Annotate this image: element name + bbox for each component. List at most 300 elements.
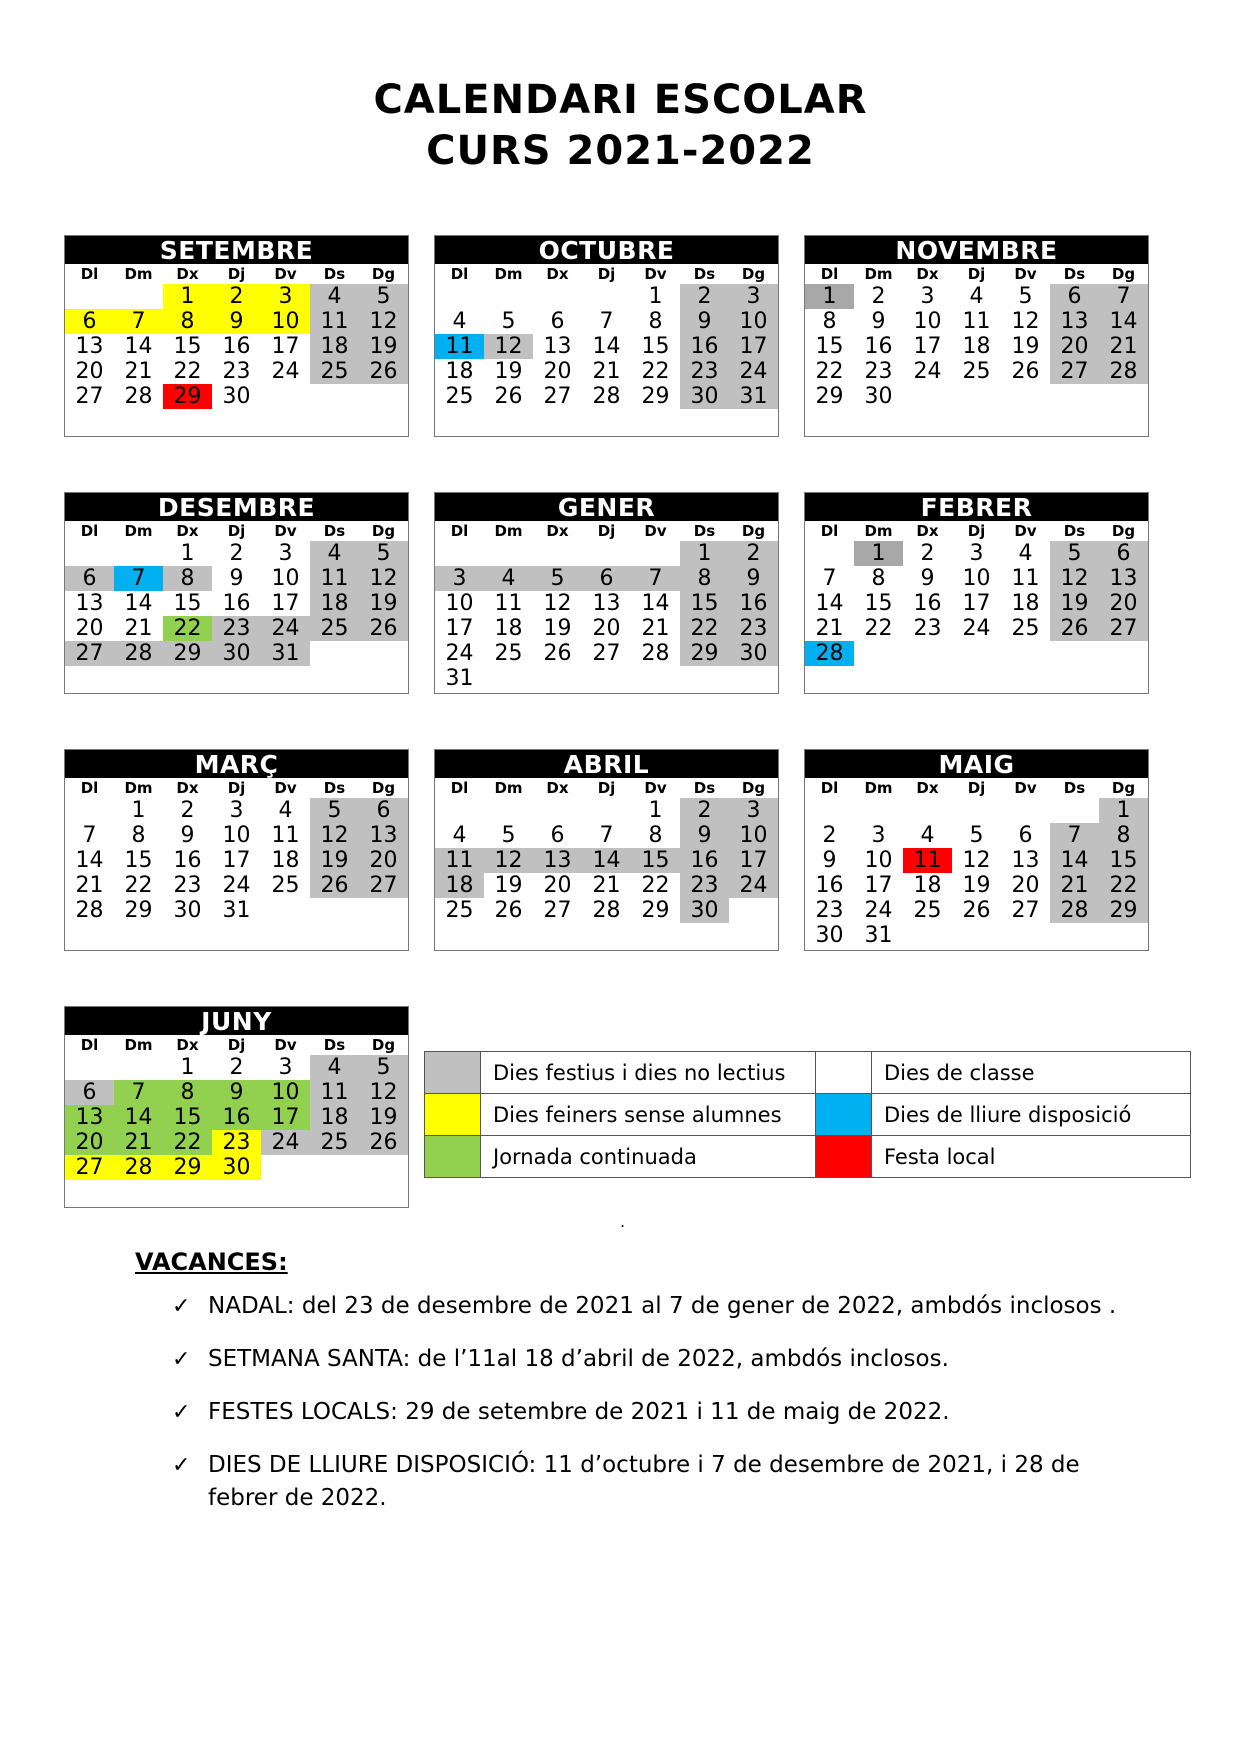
weekday-label: Dg (741, 522, 766, 540)
day-cell: 27 (1050, 359, 1099, 384)
day-cell: 8 (680, 566, 729, 591)
day-cell: 4 (310, 284, 359, 309)
day-cell: 27 (75, 384, 104, 409)
day-cell: 18 (913, 873, 942, 898)
day-cell: 20 (65, 1130, 114, 1155)
day-cell: 5 (501, 823, 516, 848)
empty-cell (805, 541, 854, 566)
weekday-label: Dm (864, 265, 893, 283)
day-cell: 27 (543, 898, 572, 923)
day-cell: 9 (822, 848, 837, 873)
day-cell: 29 (124, 898, 153, 923)
weekday-header (435, 521, 778, 541)
day-cell: 11 (435, 334, 484, 359)
day-cell: 20 (75, 616, 104, 641)
day-cell: 13 (75, 591, 104, 616)
empty-cell (952, 798, 1001, 823)
vacances-list (172, 1290, 1152, 1535)
day-cell: 6 (1018, 823, 1033, 848)
day-cell: 6 (582, 566, 631, 591)
day-cell: 3 (920, 284, 935, 309)
weekday-label: Dj (967, 779, 986, 797)
legend-swatch-blue (816, 1094, 872, 1136)
weekday-label: Dx (546, 522, 569, 540)
title-line-1: CALENDARI ESCOLAR (373, 77, 868, 123)
weekday-label: Dl (80, 265, 99, 283)
day-cell: 29 (815, 384, 844, 409)
legend-swatch-white (816, 1052, 872, 1094)
day-cell: 10 (913, 309, 942, 334)
day-cell: 24 (913, 359, 942, 384)
day-grid (805, 284, 1148, 409)
day-cell: 2 (729, 541, 778, 566)
vacances-item-text: NADAL: del 23 de desembre de 2021 al 7 de gener de 2022, ambdós inclosos . (208, 1293, 1117, 1319)
day-cell: 20 (543, 873, 572, 898)
day-cell: 7 (114, 1080, 163, 1105)
day-cell: 15 (173, 334, 202, 359)
weekday-label: Dl (450, 779, 469, 797)
empty-cell (484, 284, 533, 309)
empty-cell (533, 284, 582, 309)
day-cell: 2 (680, 284, 729, 309)
weekday-label: Dv (274, 779, 297, 797)
day-cell: 17 (962, 591, 991, 616)
weekday-label: Dg (371, 1036, 396, 1054)
day-cell: 6 (1050, 284, 1099, 309)
day-cell: 24 (271, 359, 300, 384)
day-cell: 4 (1018, 541, 1033, 566)
day-cell: 16 (173, 848, 202, 873)
weekday-label: Ds (1063, 265, 1086, 283)
day-cell: 23 (729, 616, 778, 641)
day-cell: 21 (124, 359, 153, 384)
day-cell: 28 (124, 384, 153, 409)
legend-label-feiners: Dies feiners sense alumnes (481, 1094, 816, 1136)
day-cell: 26 (962, 898, 991, 923)
day-cell: 25 (271, 873, 300, 898)
day-cell: 4 (920, 823, 935, 848)
weekday-label: Ds (693, 779, 716, 797)
day-cell: 3 (278, 1055, 293, 1080)
month-name: FEBRER (805, 493, 1148, 521)
day-cell: 4 (310, 1055, 359, 1080)
weekday-label: Ds (1063, 779, 1086, 797)
day-cell: 19 (359, 334, 408, 359)
day-cell: 19 (494, 873, 523, 898)
day-cell: 11 (903, 848, 952, 873)
legend-label-continuada: Jornada continuada (481, 1136, 816, 1178)
weekday-label: Dx (916, 779, 939, 797)
check-icon: ✓ (172, 1347, 191, 1372)
day-cell: 23 (212, 616, 261, 641)
day-cell: 11 (271, 823, 300, 848)
day-cell: 2 (822, 823, 837, 848)
day-cell: 7 (82, 823, 97, 848)
day-cell: 6 (65, 309, 114, 334)
calendar-gener (434, 492, 779, 694)
day-cell: 27 (65, 641, 114, 666)
weekday-label: Dl (820, 779, 839, 797)
month-name: NOVEMBRE (805, 236, 1148, 264)
day-cell: 9 (229, 566, 244, 591)
weekday-label: Dl (80, 779, 99, 797)
day-cell: 19 (359, 591, 408, 616)
day-cell: 1 (680, 541, 729, 566)
day-cell: 21 (124, 616, 153, 641)
weekday-label: Dg (1111, 265, 1136, 283)
empty-cell (435, 284, 484, 309)
month-name: DESEMBRE (65, 493, 408, 521)
empty-cell (114, 1055, 163, 1080)
day-cell: 18 (445, 359, 474, 384)
weekday-label: Dl (80, 1036, 99, 1054)
day-cell: 27 (543, 384, 572, 409)
day-cell: 24 (729, 873, 778, 898)
day-cell: 9 (680, 309, 729, 334)
day-cell: 9 (212, 1080, 261, 1105)
calendar-setembre (64, 235, 409, 437)
day-cell: 13 (592, 591, 621, 616)
day-grid (805, 798, 1148, 948)
day-cell: 25 (445, 384, 474, 409)
day-cell: 15 (815, 334, 844, 359)
weekday-label: Dg (371, 779, 396, 797)
day-cell: 30 (173, 898, 202, 923)
day-cell: 16 (680, 334, 729, 359)
weekday-label: Dv (644, 265, 667, 283)
weekday-label: Dg (371, 522, 396, 540)
day-cell: 23 (815, 898, 844, 923)
day-cell: 16 (222, 591, 251, 616)
day-cell: 13 (533, 848, 582, 873)
weekday-label: Dj (597, 265, 616, 283)
weekday-label: Dl (450, 522, 469, 540)
day-cell: 13 (359, 823, 408, 848)
day-cell: 8 (822, 309, 837, 334)
day-cell: 5 (969, 823, 984, 848)
month-name: MAIG (805, 750, 1148, 778)
vacances-item-text: FESTES LOCALS: 29 de setembre de 2021 i 11 de maig de 2022. (208, 1399, 950, 1425)
day-cell: 2 (680, 798, 729, 823)
day-cell: 13 (1011, 848, 1040, 873)
day-cell: 23 (864, 359, 893, 384)
calendar-marc (64, 749, 409, 951)
day-cell: 29 (163, 641, 212, 666)
day-cell: 10 (864, 848, 893, 873)
empty-cell (631, 541, 680, 566)
day-cell: 23 (680, 359, 729, 384)
day-cell: 15 (1099, 848, 1148, 873)
day-cell: 8 (648, 309, 663, 334)
day-cell: 7 (114, 309, 163, 334)
empty-cell (65, 541, 114, 566)
day-cell: 18 (310, 591, 359, 616)
day-cell: 24 (261, 616, 310, 641)
day-cell: 25 (1011, 616, 1040, 641)
day-cell: 23 (173, 873, 202, 898)
day-cell: 21 (592, 873, 621, 898)
calendar-abril (434, 749, 779, 951)
day-cell: 14 (1050, 848, 1099, 873)
day-cell: 25 (913, 898, 942, 923)
weekday-label: Dm (494, 265, 523, 283)
day-cell: 26 (359, 359, 408, 384)
day-cell: 1 (131, 798, 146, 823)
day-cell: 29 (1099, 898, 1148, 923)
day-cell: 5 (359, 284, 408, 309)
day-cell: 22 (163, 1130, 212, 1155)
day-cell: 5 (1050, 541, 1099, 566)
day-cell: 26 (1050, 616, 1099, 641)
day-cell: 1 (1099, 798, 1148, 823)
weekday-label: Dx (916, 522, 939, 540)
day-cell: 14 (124, 334, 153, 359)
check-icon: ✓ (172, 1294, 191, 1319)
day-cell: 9 (212, 309, 261, 334)
day-cell: 23 (680, 873, 729, 898)
day-cell: 29 (163, 384, 212, 409)
calendar-octubre (434, 235, 779, 437)
day-cell: 22 (864, 616, 893, 641)
day-cell: 11 (310, 309, 359, 334)
day-cell: 10 (729, 309, 778, 334)
day-grid (435, 284, 778, 409)
day-cell: 22 (163, 616, 212, 641)
day-cell: 31 (261, 641, 310, 666)
day-cell: 26 (1011, 359, 1040, 384)
weekday-label: Dx (916, 265, 939, 283)
calendar-febrer (804, 492, 1149, 694)
day-cell: 28 (641, 641, 670, 666)
weekday-header (805, 264, 1148, 284)
weekday-label: Dj (227, 1036, 246, 1054)
day-cell: 7 (1050, 823, 1099, 848)
empty-cell (854, 798, 903, 823)
day-cell: 19 (494, 359, 523, 384)
empty-cell (484, 541, 533, 566)
weekday-label: Dl (820, 522, 839, 540)
weekday-label: Dx (546, 779, 569, 797)
day-cell: 30 (864, 384, 893, 409)
weekday-header (435, 264, 778, 284)
day-cell: 22 (124, 873, 153, 898)
day-cell: 18 (1011, 591, 1040, 616)
legend-label-festius: Dies festius i dies no lectius (481, 1052, 816, 1094)
day-cell: 3 (261, 284, 310, 309)
day-cell: 22 (1099, 873, 1148, 898)
empty-cell (805, 798, 854, 823)
weekday-label: Dv (1014, 522, 1037, 540)
day-cell: 6 (65, 1080, 114, 1105)
day-cell: 14 (815, 591, 844, 616)
day-cell: 18 (962, 334, 991, 359)
weekday-label: Dx (176, 522, 199, 540)
legend-table (424, 1051, 1191, 1178)
weekday-label: Ds (693, 522, 716, 540)
day-cell: 17 (271, 591, 300, 616)
day-grid (65, 284, 408, 409)
day-cell: 21 (1050, 873, 1099, 898)
day-cell: 6 (1099, 541, 1148, 566)
day-cell: 19 (310, 848, 359, 873)
day-cell: 10 (261, 1080, 310, 1105)
weekday-label: Dv (1014, 779, 1037, 797)
day-cell: 2 (212, 284, 261, 309)
day-cell: 17 (271, 334, 300, 359)
day-cell: 17 (729, 848, 778, 873)
day-cell: 8 (1099, 823, 1148, 848)
day-cell: 20 (1011, 873, 1040, 898)
day-cell: 16 (222, 334, 251, 359)
day-cell: 22 (641, 873, 670, 898)
day-cell: 27 (1099, 616, 1148, 641)
day-cell: 25 (310, 616, 359, 641)
vacances-item (172, 1290, 1152, 1323)
day-cell: 14 (75, 848, 104, 873)
day-cell: 3 (278, 541, 293, 566)
empty-cell (533, 798, 582, 823)
weekday-label: Dx (176, 265, 199, 283)
day-cell: 3 (969, 541, 984, 566)
weekday-label: Dg (741, 265, 766, 283)
day-cell: 20 (75, 359, 104, 384)
weekday-label: Dj (227, 522, 246, 540)
day-cell: 18 (271, 848, 300, 873)
weekday-header (805, 521, 1148, 541)
title-line-2: CURS 2021-2022 (426, 128, 815, 174)
weekday-label: Dg (1111, 522, 1136, 540)
day-cell: 10 (261, 309, 310, 334)
day-cell: 6 (65, 566, 114, 591)
vacances-item (172, 1343, 1152, 1376)
day-cell: 31 (445, 666, 474, 691)
vacances-item-text: DIES DE LLIURE DISPOSICIÓ: 11 d’octubre i 7 de desembre de 2021, i 28 de febrer de 2022. (208, 1452, 1080, 1511)
day-cell: 12 (1050, 566, 1099, 591)
day-cell: 22 (173, 359, 202, 384)
day-grid (65, 1055, 408, 1180)
legend-swatch-red (816, 1136, 872, 1178)
day-cell: 24 (729, 359, 778, 384)
day-cell: 5 (501, 309, 516, 334)
day-cell: 26 (359, 1130, 408, 1155)
weekday-label: Dj (597, 779, 616, 797)
day-cell: 21 (815, 616, 844, 641)
calendar-desembre (64, 492, 409, 694)
weekday-label: Dx (176, 779, 199, 797)
day-cell: 30 (815, 923, 844, 948)
day-cell: 5 (533, 566, 582, 591)
weekday-label: Dj (227, 265, 246, 283)
day-cell: 2 (229, 1055, 244, 1080)
day-cell: 31 (222, 898, 251, 923)
day-cell: 25 (494, 641, 523, 666)
day-cell: 1 (854, 541, 903, 566)
day-cell: 30 (212, 641, 261, 666)
day-cell: 30 (680, 898, 729, 923)
day-cell: 17 (222, 848, 251, 873)
day-cell: 17 (864, 873, 893, 898)
weekday-label: Dm (494, 779, 523, 797)
weekday-label: Dv (274, 1036, 297, 1054)
day-cell: 8 (163, 1080, 212, 1105)
day-cell: 8 (163, 566, 212, 591)
day-cell: 27 (65, 1155, 114, 1180)
day-cell: 21 (75, 873, 104, 898)
day-cell: 12 (543, 591, 572, 616)
day-cell: 16 (864, 334, 893, 359)
day-cell: 15 (124, 848, 153, 873)
legend-swatch-yellow (425, 1094, 481, 1136)
day-grid (435, 798, 778, 923)
day-cell: 2 (229, 541, 244, 566)
day-cell: 22 (680, 616, 729, 641)
day-cell: 17 (729, 334, 778, 359)
weekday-label: Dl (80, 522, 99, 540)
weekday-header (65, 778, 408, 798)
day-cell: 6 (550, 309, 565, 334)
day-grid (435, 541, 778, 691)
day-cell: 21 (1099, 334, 1148, 359)
weekday-label: Dv (644, 522, 667, 540)
empty-cell (114, 284, 163, 309)
vacances-title: VACANCES: (135, 1248, 288, 1276)
weekday-label: Dv (644, 779, 667, 797)
day-cell: 5 (359, 541, 408, 566)
month-name: MARÇ (65, 750, 408, 778)
weekday-label: Dm (124, 779, 153, 797)
day-cell: 24 (864, 898, 893, 923)
weekday-label: Dv (274, 522, 297, 540)
weekday-label: Dm (124, 522, 153, 540)
day-cell: 30 (222, 384, 251, 409)
day-cell: 4 (452, 823, 467, 848)
day-cell: 14 (1099, 309, 1148, 334)
day-cell: 14 (592, 334, 621, 359)
weekday-label: Dj (967, 265, 986, 283)
weekday-header (65, 264, 408, 284)
weekday-label: Dg (1111, 779, 1136, 797)
day-cell: 13 (75, 334, 104, 359)
day-cell: 17 (261, 1105, 310, 1130)
empty-cell (533, 541, 582, 566)
legend-label-classe: Dies de classe (872, 1052, 1191, 1094)
weekday-label: Dl (820, 265, 839, 283)
day-cell: 26 (359, 616, 408, 641)
day-cell: 7 (599, 309, 614, 334)
legend-label-lliure: Dies de lliure disposició (872, 1094, 1191, 1136)
day-cell: 12 (1011, 309, 1040, 334)
weekday-label: Dm (864, 522, 893, 540)
day-cell: 16 (815, 873, 844, 898)
weekday-label: Dv (274, 265, 297, 283)
day-cell: 11 (310, 1080, 359, 1105)
day-cell: 20 (1050, 334, 1099, 359)
day-cell: 26 (543, 641, 572, 666)
day-cell: 14 (641, 591, 670, 616)
empty-cell (484, 798, 533, 823)
day-cell: 12 (359, 1080, 408, 1105)
empty-cell (903, 798, 952, 823)
weekday-label: Dl (450, 265, 469, 283)
day-cell: 7 (599, 823, 614, 848)
day-cell: 5 (310, 798, 359, 823)
day-cell: 7 (822, 566, 837, 591)
empty-cell (65, 798, 114, 823)
day-cell: 1 (180, 1055, 195, 1080)
day-cell: 10 (271, 566, 300, 591)
day-cell: 15 (864, 591, 893, 616)
day-cell: 20 (543, 359, 572, 384)
